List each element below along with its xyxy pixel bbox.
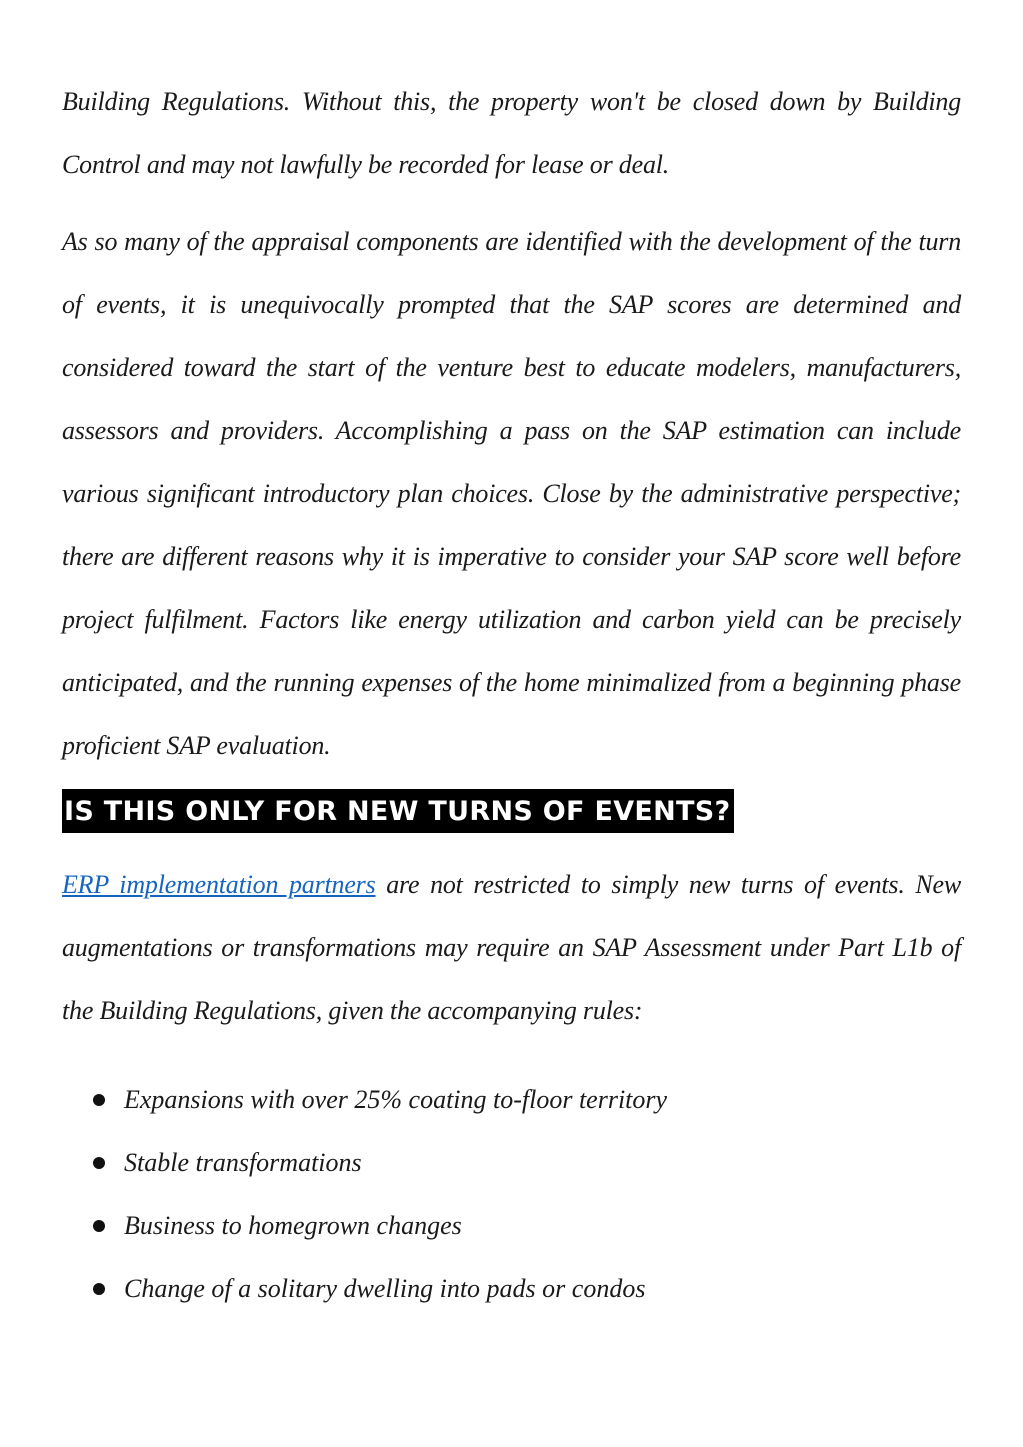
- bullet-icon: [93, 1094, 105, 1106]
- section-heading: IS THIS ONLY FOR NEW TURNS OF EVENTS?: [62, 789, 734, 833]
- list-item: [62, 1257, 961, 1320]
- bullet-icon: [93, 1220, 105, 1232]
- intro-paragraph: Building Regulations. Without this, the property won't be closed down by Building Control and may not lawfully be recorded for lease or deal.: [62, 87, 961, 179]
- list-item: [62, 1194, 961, 1257]
- list-item-text: Business to homegrown changes: [124, 1211, 462, 1240]
- bullet-icon: [93, 1157, 105, 1169]
- erp-implementation-partners-link[interactable]: ERP implementation partners: [62, 870, 376, 899]
- list-item: [62, 1131, 961, 1194]
- document-page: [62, 70, 961, 1320]
- main-paragraph: As so many of the appraisal components are identified with the development of the turn of events, it is unequivocally prompted that the SAP scores are determined and considered toward the start of the venture best to educate modelers, manufacturers, assessors and providers. Accomplishing a pass on the SAP estimation can include various significant introductory plan choices. Close by the administrative perspective; there are different reasons why it is imperative to consider your SAP score well before project fulfilment. Factors like energy utilization and carbon yield can be precisely anticipated, and the running expenses of the home minimalized from a beginning phase proficient SAP evaluation.: [62, 227, 961, 760]
- section-paragraph-text: are not restricted to simply new turns of events. New augmentations or transformations may require an SAP Assessment under Part L1b of the Building Regulations, given the accompanying rules:: [62, 870, 961, 1025]
- list-item-text: Change of a solitary dwelling into pads or condos: [124, 1274, 646, 1303]
- list-item: [62, 1068, 961, 1131]
- list-item-text: Expansions with over 25% coating to-floor territory: [124, 1085, 668, 1114]
- section-heading-wrap: [62, 789, 961, 833]
- list-item-text: Stable transformations: [124, 1148, 362, 1177]
- section-paragraph: [62, 853, 961, 1042]
- criteria-list: [62, 1068, 961, 1320]
- bullet-icon: [93, 1283, 105, 1295]
